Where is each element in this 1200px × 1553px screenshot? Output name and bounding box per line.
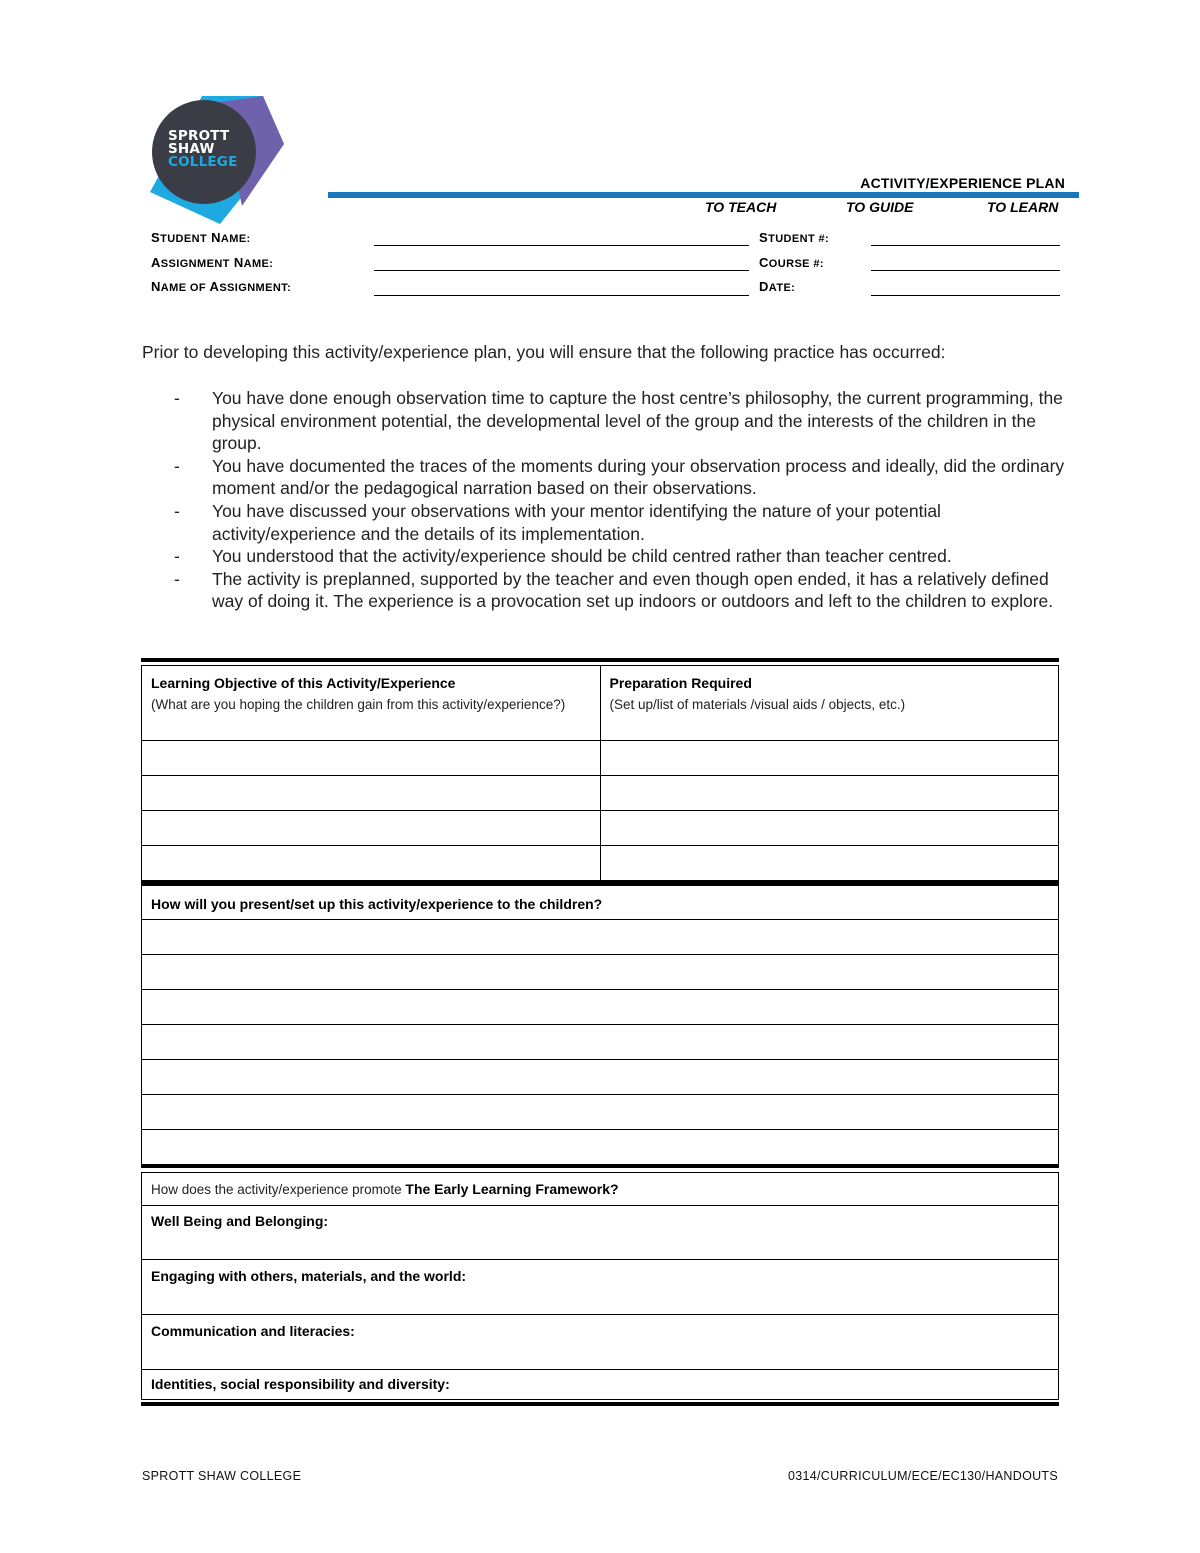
table-header-row	[142, 886, 1059, 920]
table-row	[142, 811, 1059, 846]
table-top-border	[141, 658, 1059, 662]
name-of-assignment-field[interactable]	[374, 295, 749, 296]
objective-cell[interactable]	[142, 811, 601, 846]
plan-title: ACTIVITY/EXPERIENCE PLAN	[860, 175, 1065, 191]
student-name-label: STUDENT NAME:	[151, 230, 251, 245]
communication-area[interactable]: Communication and literacies:	[142, 1315, 1059, 1370]
motto-learn: TO LEARN	[987, 199, 1059, 215]
presentation-cell[interactable]	[142, 1095, 1059, 1130]
table-header-row	[142, 1173, 1059, 1206]
table-row	[142, 920, 1059, 955]
table-row	[142, 1060, 1059, 1095]
well-being-area[interactable]: Well Being and Belonging:	[142, 1206, 1059, 1260]
motto-guide: TO GUIDE	[846, 199, 914, 215]
objective-cell[interactable]	[142, 846, 601, 881]
table-row	[142, 1130, 1059, 1165]
presentation-cell[interactable]	[142, 1130, 1059, 1165]
objective-cell[interactable]	[142, 741, 601, 776]
presentation-table	[141, 885, 1059, 1165]
list-item: - The activity is preplanned, supported by the teacher and even though open ended, it has a relatively defined way of doing it. The experience is a provocation set up indoors or outdoors and left to the children to explore.	[174, 568, 1054, 612]
presentation-cell[interactable]	[142, 920, 1059, 955]
objective-cell[interactable]	[142, 776, 601, 811]
date-field[interactable]	[871, 295, 1060, 296]
name-of-assignment-label: NAME OF ASSIGNMENT:	[151, 279, 292, 294]
footer-code: 0314/CURRICULUM/ECE/EC130/HANDOUTS	[788, 1469, 1058, 1483]
table-row	[142, 846, 1059, 881]
practice-list	[174, 387, 1074, 613]
footer-college: SPROTT SHAW COLLEGE	[142, 1469, 302, 1483]
course-number-label: COURSE #:	[759, 255, 824, 270]
logo-line-2: SHAW	[168, 141, 215, 157]
table-row	[142, 990, 1059, 1025]
table-divider	[141, 1164, 1059, 1168]
logo-line-3: COLLEGE	[168, 154, 238, 170]
presentation-question: How will you present/set up this activity/experience to the children?	[142, 886, 1059, 920]
table-row	[142, 1206, 1059, 1260]
framework-question: How does the activity/experience promote The Early Learning Framework?	[142, 1173, 1059, 1206]
list-item: - You have done enough observation time to capture the host centre’s philosophy, the current programming, the physical environment potential, the developmental level of the group and the interests of the children in the group.	[174, 388, 1063, 454]
preparation-cell[interactable]	[600, 811, 1059, 846]
table-row	[142, 741, 1059, 776]
identities-area[interactable]: Identities, social responsibility and diversity:	[142, 1370, 1059, 1400]
table-row	[142, 776, 1059, 811]
framework-table	[141, 1172, 1059, 1400]
assignment-name-field[interactable]	[374, 270, 749, 271]
list-item: - You understood that the activity/experience should be child centred rather than teacher centred.	[174, 546, 952, 567]
student-name-field[interactable]	[374, 245, 749, 246]
table-row	[142, 1095, 1059, 1130]
table-row	[142, 1315, 1059, 1370]
list-item: - You have discussed your observations with your mentor identifying the nature of your potential activity/experience and the details of its implementation.	[174, 500, 941, 544]
table-header-row	[142, 666, 1059, 741]
presentation-cell[interactable]	[142, 990, 1059, 1025]
table-row	[142, 1370, 1059, 1400]
table-row	[142, 1260, 1059, 1315]
college-logo	[150, 96, 284, 224]
preparation-required-header: Preparation Required (Set up/list of materials /visual aids / objects, etc.)	[600, 666, 1059, 741]
student-number-label: STUDENT #:	[759, 230, 830, 245]
date-label: DATE:	[759, 279, 796, 294]
student-number-field[interactable]	[871, 245, 1060, 246]
table-row	[142, 1025, 1059, 1060]
assignment-name-label: ASSIGNMENT NAME:	[151, 255, 274, 270]
presentation-cell[interactable]	[142, 1060, 1059, 1095]
table-bottom-border	[141, 1402, 1059, 1406]
motto-teach: TO TEACH	[705, 199, 777, 215]
header-rule	[328, 192, 1079, 198]
logo-line-1: SPROTT	[168, 128, 230, 144]
preparation-cell[interactable]	[600, 846, 1059, 881]
list-item: - You have documented the traces of the moments during your observation process and ideally, did the ordinary moment and/or the pedagogical narration based on their observations.	[174, 455, 1065, 499]
engaging-area[interactable]: Engaging with others, materials, and the world:	[142, 1260, 1059, 1315]
learning-objective-header: Learning Objective of this Activity/Experience (What are you hoping the children gain from this activity/experience?)	[142, 666, 601, 741]
intro-paragraph: Prior to developing this activity/experience plan, you will ensure that the following practice has occurred:	[142, 342, 946, 362]
table-row	[142, 955, 1059, 990]
preparation-cell[interactable]	[600, 741, 1059, 776]
presentation-cell[interactable]	[142, 1025, 1059, 1060]
preparation-cell[interactable]	[600, 776, 1059, 811]
course-number-field[interactable]	[871, 270, 1060, 271]
presentation-cell[interactable]	[142, 955, 1059, 990]
objectives-table	[141, 665, 1059, 881]
